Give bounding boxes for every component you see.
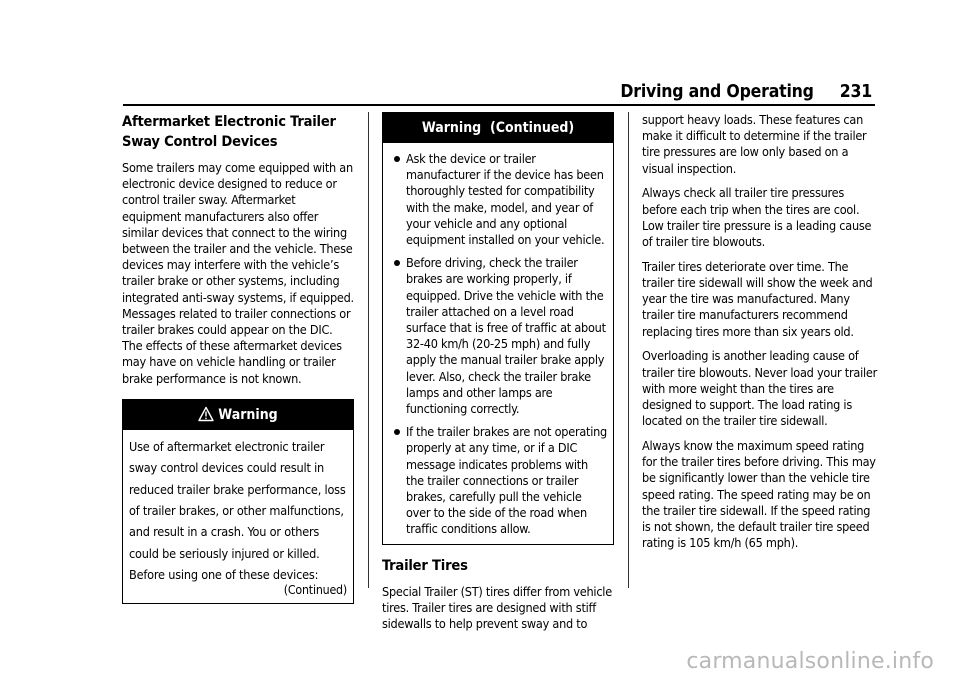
- trailer-tires-paragraph: Always check all trailer tire pressures before each trip when the tires are cool. Low trailer tire pressure is a leading cause of trailer tire blowouts.: [642, 185, 872, 250]
- warning-bullet: [389, 151, 607, 248]
- page-number: 231: [839, 82, 872, 102]
- bullet-dot-icon: [394, 260, 400, 266]
- continued-label: (Continued): [283, 582, 347, 597]
- bullet-dot-icon: [394, 429, 400, 435]
- column-2: [382, 112, 614, 640]
- sway-control-paragraph: Some trailers may come equipped with an electronic device designed to reduce or control trailer sway. Aftermarket equipment manufacturers also offer similar devices that connect to the wiring between the trailer and the vehicle. These devices may interfere with the vehicle’s trailer brake or other systems, including integrated anti-sway systems, if equipped. Messages related to trailer connections or trailer brakes could appear on the DIC. The effects of these aftermarket devices may have on vehicle handling or trailer brake performance is not known.: [122, 160, 354, 386]
- column-1: [122, 112, 354, 604]
- header-section-title: Driving and Operating: [620, 82, 814, 102]
- trailer-tires-paragraph: support heavy loads. These features can make it difficult to determine if the trailer tire pressures are low only based on a visual inspection.: [642, 112, 867, 176]
- trailer-tires-paragraph: Always know the maximum speed rating for the trailer tires before driving. This may be significantly lower than the vehicle tire speed rating. The speed rating may be on the trailer tire sidewall. If the speed rating is not shown, the default trailer tire speed rating is 105 km/h (65 mph).: [642, 438, 876, 551]
- warning-box: [122, 399, 354, 604]
- warning-bullet-list: [383, 143, 613, 544]
- trailer-tires-paragraph: Special Trailer (ST) tires differ from vehicle tires. Trailer tires are designed with stiff sidewalls to help prevent sway and to: [382, 583, 612, 632]
- trailer-tires-paragraph: Trailer tires deteriorate over time. The trailer tire sidewall will show the week and year the tire was manufactured. Many trailer tire manufacturers recommend replacing tires more than six years old.: [642, 258, 873, 339]
- warning-header: [123, 400, 353, 430]
- bullet-dot-icon: [394, 156, 400, 162]
- watermark: carmanualsonline.info: [686, 649, 934, 674]
- warning-continued-header: Warning (Continued): [383, 113, 613, 143]
- warning-triangle-icon: [198, 406, 214, 422]
- column-divider-2: [628, 112, 629, 588]
- section-heading-trailer-tires: Trailer Tires: [382, 556, 468, 574]
- column-divider-1: [368, 112, 369, 588]
- warning-body: [123, 430, 353, 603]
- column-3: [642, 112, 882, 560]
- bullet-text: If the trailer brakes are not operating properly at any time, or if a DIC message indicates problems with the trailer connections or trailer brakes, carefully pull the vehicle over to the side of the road when traffic conditions allow.: [406, 424, 608, 537]
- header-rule: [123, 104, 875, 106]
- bullet-text: Before driving, check the trailer brakes are working properly, if equipped. Drive the vehicle with the trailer attached on a level road surface that is free of traffic at about 32-40 km/h (20-25 mph) and fully apply the manual trailer brake apply lever. Also, check the trailer brake lamps and other lamps are functioning correctly.: [406, 255, 606, 417]
- section-heading-sway-control: Aftermarket Electronic Trailer Sway Control Devices: [122, 113, 336, 150]
- warning-continued-box: [382, 112, 614, 545]
- warning-text: Use of aftermarket electronic trailer sway control devices could result in reduced trailer brake performance, loss of trailer brakes, or other malfunctions, and result in a crash. You or others could be seriously injured or killed. Before using one of these devices:: [129, 438, 346, 583]
- warning-title: Warning: [218, 406, 278, 423]
- warning-bullet: [389, 255, 607, 417]
- trailer-tires-paragraph: Overloading is another leading cause of trailer tire blowouts. Never load your trailer with more weight than the tires are designed to support. The load rating is located on the trailer tire sidewall.: [642, 348, 878, 429]
- bullet-text: Ask the device or trailer manufacturer if the device has been thoroughly tested for compatibility with the make, model, and year of your vehicle and any optional equipment installed on your vehicle.: [406, 151, 605, 248]
- page-header: [620, 82, 872, 102]
- warning-bullet: [389, 424, 607, 537]
